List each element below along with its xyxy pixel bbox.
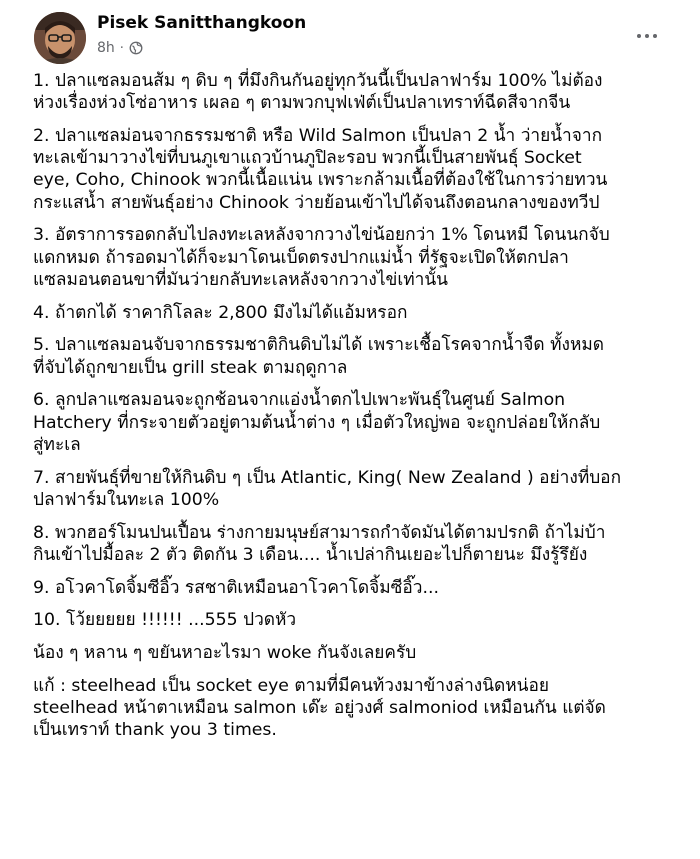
post-text-line: 8. พวกฮอร์โมนปนเปื้อน ร่างกายมนุษย์สามารถกำจัดมันได้ตามปรกติ ถ้าไม่บ้า (33, 522, 606, 543)
post-timestamp[interactable]: 8h (97, 40, 115, 56)
author-name[interactable]: Pisek Sanitthangkoon (97, 13, 307, 33)
post-paragraph (33, 70, 673, 114)
post-text-line: 1. ปลาแซลมอนส้ม ๆ ดิบ ๆ ที่มึงกินกันอยู่ทุกวันนี้เป็นปลาฟาร์ม 100% ไม่ต้อง (33, 71, 603, 91)
post-paragraph (33, 125, 673, 214)
post-paragraph (33, 224, 673, 291)
more-options-icon[interactable] (632, 28, 662, 44)
post-meta (97, 40, 143, 56)
post-text-line: กระแสน้ำ สายพันธุ์อย่าง Chinook ว่ายย้อนเข้าไปได้จนถึงตอนกลางของทวีป (33, 192, 600, 213)
post-text-line: ทะเลเข้ามาวางไข่ที่บนภูเขาแถวบ้านภูปิละรอบ พวกนี้เป็นสายพันธุ์ Socket (33, 148, 582, 169)
post-text-line: 2. ปลาแซลม่อนจากธรรมชาติ หรือ Wild Salmon เป็นปลา 2 น้ำ ว่ายน้ำจาก (33, 126, 603, 146)
post-text-line: 10. โว้ยยยยย !!!!!! ...555 ปวดหัว (33, 610, 297, 631)
post-paragraph (33, 522, 673, 566)
post-text-line: 7. สายพันธุ์ที่ขายให้กินดิบ ๆ เป็น Atlantic, King( New Zealand ) อย่างที่บอก (33, 467, 622, 488)
post-text-line: 3. อัตราการรอดกลับไปลงทะเลหลังจากวางไข่น้อยกว่า 1% โดนหมี โดนนกจับ (33, 225, 610, 246)
post-text-line: 9. อโวคาโดจิ้มซีอิ๊ว รสชาติเหมือนอาโวคาโดจิ้มซีอิ๊ว... (33, 577, 439, 598)
post-text-line: แดกหมด ถ้ารอดมาได้ก็จะมาโดนเบ็ดตรงปากแม่น้ำ ที่รัฐจะเปิดให้ตกปลา (33, 247, 569, 268)
post-paragraph (33, 389, 673, 456)
post-paragraph (33, 675, 673, 742)
meta-separator: · (119, 40, 124, 56)
post-text-line: แซลมอนตอนขาที่มันว่ายกลับทะเลหลังจากวางไข่เท่านั้น (33, 269, 448, 290)
post-paragraph (33, 334, 673, 378)
avatar-photo (34, 12, 86, 64)
globe-icon[interactable] (129, 41, 143, 55)
post-paragraph (33, 302, 673, 324)
post-text-line: Hatchery ที่กระจายตัวอยู่ตามต้นน้ำต่าง ๆ เมื่อตัวใหญ่พอ จะถูกปล่อยให้กลับ (33, 412, 601, 433)
post-paragraph (33, 642, 673, 664)
post-text-line: 6. ลูกปลาแซลมอนจะถูกช้อนจากแอ่งน้ำตกไปเพาะพันธุ์ในศูนย์ Salmon (33, 390, 566, 411)
post-text-line: เป็นเทราท์ thank you 3 times. (33, 720, 277, 741)
post-paragraph (33, 577, 673, 599)
post-text-line: eye, Coho, Chinook พวกนี้เนื้อแน่น เพราะกล้ามเนื้อที่ต้องใช้ในการว่ายทวน (33, 170, 608, 191)
post-paragraph (33, 609, 673, 631)
post-text-line: น้อง ๆ หลาน ๆ ขยันหาอะไรมา woke กันจังเลยครับ (33, 643, 417, 664)
post-text-line: 4. ถ้าตกได้ ราคากิโลละ 2,800 มึงไม่ได้แอ้มหรอก (33, 302, 408, 323)
post-text-line: แก้ : steelhead เป็น socket eye ตามที่มีคนท้วงมาข้างล่างนิดหน่อย (33, 676, 549, 696)
post-text-line: steelhead หน้าตาเหมือน salmon เด๊ะ อยู่วงศ์ salmoniod เหมือนกัน แต่จัด (33, 698, 606, 719)
post-header (0, 0, 700, 70)
avatar[interactable] (34, 12, 86, 64)
post-text-line: ปลาฟาร์มในทะเล 100% (33, 489, 220, 510)
post-text-line: ห่วงเรื่องห่วงโซ่อาหาร เผลอ ๆ ตามพวกบุฟเฟ่ต์เป็นปลาเทราท์ฉีดสีจากจีน (33, 93, 571, 114)
post-text-line: ที่จับได้ถูกขายเป็น grill steak ตามฤดูกาล (33, 357, 348, 378)
post-text-line: กินเข้าไปมื้อละ 2 ตัว ติดกัน 3 เดือน.... น้ำเปล่ากินเยอะไปก็ตายนะ มึงรู้รึยัง (33, 544, 588, 565)
post-text-line: 5. ปลาแซลมอนจับจากธรรมชาติกินดิบไม่ได้ เพราะเชื้อโรคจากน้ำจืด ทั้งหมด (33, 335, 604, 356)
post-body (33, 70, 673, 752)
post-paragraph (33, 467, 673, 511)
post-text-line: สู่ทะเล (33, 434, 81, 455)
